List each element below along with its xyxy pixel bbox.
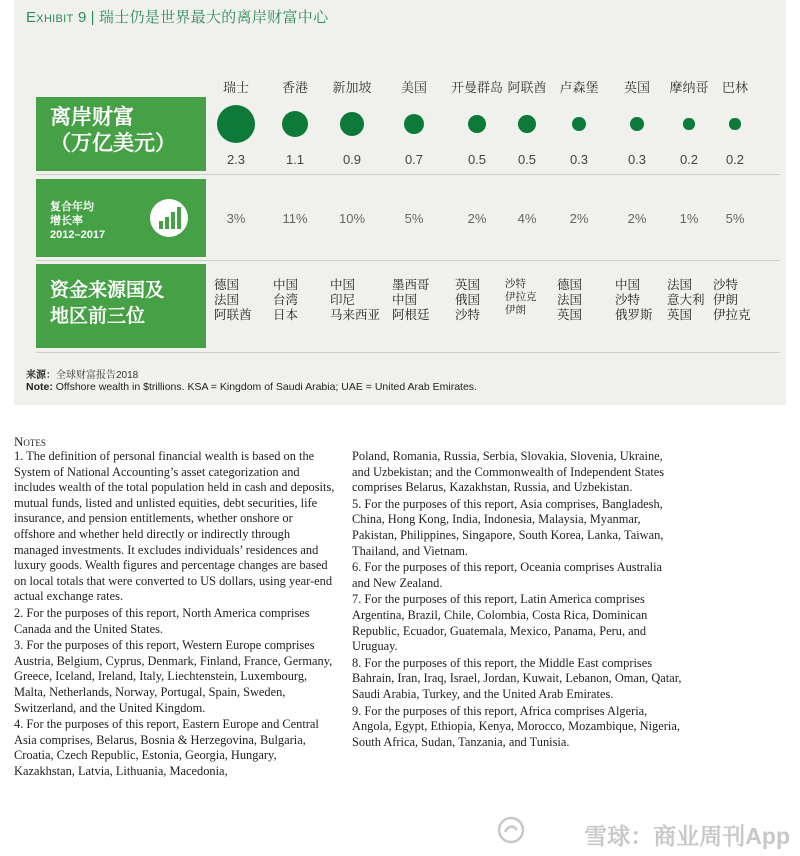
exhibit-panel	[14, 0, 786, 405]
source-country: 英国	[557, 308, 583, 322]
row-label-growth-line2: 增长率	[50, 215, 83, 227]
wealth-dot	[572, 117, 586, 131]
note-paragraph: 6. For the purposes of this report, Oceania comprises Australia and New Zealand.	[352, 560, 663, 590]
row-label-growth-line1: 复合年均	[50, 201, 94, 213]
growth-value: 11%	[282, 211, 308, 226]
source-country: 马来西亚	[330, 308, 381, 322]
source-list	[392, 278, 430, 323]
source-country: 墨西哥	[392, 278, 430, 292]
source-list	[713, 278, 751, 323]
source-country: 法国	[667, 278, 693, 292]
note-paragraph: Poland, Romania, Russia, Serbia, Slovakia, Slovenia, Ukraine, and Uzbekistan; and the Commonwealth of Independent States comprises Belarus, Kazakhstan, Russia, and Uzbekistan.	[352, 449, 665, 495]
wealth-value: 1.1	[285, 152, 305, 167]
note-paragraph: 1. The definition of personal financial wealth is based on the System of National Accounting’s asset categorization and includes wealth of the total population held in cash and deposits, mutual funds, listed and unlisted equities, debt securities, life insurance, and pension entitlements, whether onshore or offshore and whether held directly or indirectly through managed investments. It excludes individuals’ residences and luxury goods. Wealth figures and percentage changes are based on local totals that were converted to US dollars, using year-end actual exchange rates.	[14, 449, 335, 604]
wealth-value: 2.3	[226, 152, 246, 167]
source-country: 日本	[273, 308, 299, 322]
column-header: 卢森堡	[559, 80, 599, 95]
growth-value: 2%	[569, 211, 589, 226]
wealth-value: 0.9	[342, 152, 362, 167]
source-list	[273, 278, 298, 323]
source-country: 沙特	[505, 278, 526, 290]
growth-value: 2%	[627, 211, 647, 226]
source-country: 中国	[330, 278, 356, 292]
row-divider	[36, 260, 780, 261]
row-label-wealth-line1: 离岸财富	[50, 106, 134, 129]
wealth-value: 0.3	[569, 152, 589, 167]
bar-chart-icon	[150, 199, 188, 237]
source-country: 伊朗	[713, 293, 739, 307]
wealth-value: 0.3	[627, 152, 647, 167]
source-country: 英国	[455, 278, 481, 292]
wealth-value: 0.7	[404, 152, 424, 167]
source-country: 沙特	[455, 308, 481, 322]
wealth-value: 0.5	[467, 152, 487, 167]
row-label-growth	[36, 179, 206, 257]
source-list	[505, 278, 537, 317]
note-paragraph: 4. For the purposes of this report, Eastern Europe and Central Asia comprises, Belarus, Bosnia & Herzegovina, Bulgaria, Croatia, Czech Republic, Estonia, Georgia, Hungary, Kazakhstan, Latvia, Lithuania, Macedonia,	[14, 717, 319, 778]
source-country: 德国	[214, 278, 240, 292]
watermark-text: 雪球：商业周刊App	[584, 823, 790, 849]
notes-heading: Notes	[14, 434, 46, 449]
source-country: 印尼	[330, 293, 356, 307]
source-list	[330, 278, 380, 323]
growth-value: 2%	[467, 211, 487, 226]
notes-right-column	[352, 449, 682, 751]
source-country: 法国	[557, 293, 583, 307]
growth-value: 3%	[226, 211, 246, 226]
note-paragraph: 2. For the purposes of this report, North America comprises Canada and the United States.	[14, 605, 310, 636]
source-country: 伊朗	[505, 304, 526, 316]
wealth-value: 0.2	[725, 152, 745, 167]
source-label: 来源：	[26, 370, 56, 381]
column-header: 开曼群岛	[450, 80, 503, 95]
growth-value: 5%	[404, 211, 424, 226]
exhibit-label: Exhibit 9	[26, 9, 87, 26]
column-header: 阿联酋	[507, 80, 547, 95]
column-header: 英国	[623, 80, 650, 95]
note-paragraph: 9. For the purposes of this report, Africa comprises Algeria, Angola, Egypt, Ethiopia, Kenya, Morocco, Mozambique, Nigeria, South Africa, Sudan, Tanzania, and Tunisia.	[352, 703, 680, 749]
source-list	[667, 278, 705, 323]
wealth-dot	[404, 114, 425, 135]
row-divider	[36, 352, 780, 353]
source-country: 沙特	[713, 278, 739, 292]
source-country: 沙特	[615, 293, 641, 307]
source-country: 俄国	[455, 293, 481, 307]
row-label-sources-line2: 地区前三位	[50, 306, 146, 327]
source-country: 阿根廷	[392, 308, 430, 322]
source-list	[455, 278, 480, 323]
source-country: 阿联酋	[214, 308, 252, 322]
exhibit-title-text: 瑞士仍是世界最大的离岸财富中心	[98, 9, 329, 26]
source-line	[26, 366, 138, 381]
column-header: 美国	[400, 80, 427, 95]
source-country: 伊拉克	[713, 308, 751, 322]
source-list	[214, 278, 252, 323]
source-country: 台湾	[273, 293, 299, 307]
growth-value: 5%	[725, 211, 745, 226]
source-text: 全球财富报告2018	[56, 370, 139, 381]
note-label: Note:	[26, 381, 53, 393]
note-line	[26, 381, 477, 393]
row-label-wealth-line2: （万亿美元）	[50, 132, 176, 155]
note-paragraph: 3. For the purposes of this report, Western Europe comprises Austria, Belgium, Cyprus, Denmark, Finland, France, Germany, Greece, Iceland, Ireland, Italy, Liechtenstein, Luxembourg, Malta, Netherlands, Norway, Portugal, Spain, Sweden, Switzerland, and the United Kingdom.	[14, 638, 333, 715]
source-list	[615, 278, 653, 323]
wealth-value: 0.5	[517, 152, 537, 167]
growth-value: 1%	[679, 211, 699, 226]
source-country: 中国	[392, 293, 418, 307]
wealth-dot	[217, 105, 255, 143]
source-country: 中国	[273, 278, 299, 292]
column-header: 摩纳哥	[669, 80, 709, 95]
growth-value: 4%	[517, 211, 537, 226]
wealth-value: 0.2	[679, 152, 699, 167]
growth-value: 10%	[338, 211, 366, 226]
exhibit-title	[26, 6, 328, 27]
row-label-growth-line3: 2012–2017	[50, 229, 106, 241]
source-country: 英国	[667, 308, 693, 322]
note-paragraph: 5. For the purposes of this report, Asia comprises, Bangladesh, China, Hong Kong, India, Indonesia, Malaysia, Myanmar, Pakistan, Philippines, Singapore, South Korea, Lanka, Taiwan, Thailand, and Vietnam.	[352, 496, 664, 558]
wealth-dot	[518, 115, 536, 133]
column-header: 新加坡	[332, 80, 372, 95]
column-header: 巴林	[721, 80, 748, 95]
notes-left-column	[14, 449, 336, 780]
note-paragraph: 8. For the purposes of this report, the Middle East comprises Bahrain, Iran, Iraq, Israel, Jordan, Kuwait, Lebanon, Oman, Qatar, Saudi Arabia, Turkey, and the United Arab Emirates.	[352, 655, 682, 701]
wealth-dot	[468, 115, 486, 133]
source-country: 德国	[557, 278, 583, 292]
wealth-dot	[630, 117, 644, 131]
wealth-dot	[729, 118, 740, 129]
wealth-dot	[282, 111, 308, 137]
note-paragraph: 7. For the purposes of this report, Latin America comprises Argentina, Brazil, Chile, Colombia, Costa Rica, Dominican Republic, Ecuador, Guatemala, Mexico, Panama, Peru, and Uruguay.	[352, 592, 648, 654]
row-label-sources-line1: 资金来源国及	[50, 280, 165, 301]
row-divider	[36, 174, 780, 175]
column-header: 香港	[281, 80, 308, 95]
row-label-wealth	[36, 97, 206, 171]
source-country: 法国	[214, 293, 240, 307]
column-header: 瑞士	[222, 80, 249, 95]
source-list	[557, 278, 582, 323]
wealth-dot	[683, 118, 694, 129]
wealth-dot	[340, 112, 364, 136]
source-country: 意大利	[667, 293, 705, 307]
source-country: 中国	[615, 278, 641, 292]
note-text: Offshore wealth in $trillions. KSA = Kingdom of Saudi Arabia; UAE = United Arab Emirates.	[52, 381, 477, 393]
source-country: 伊拉克	[505, 291, 537, 303]
snowball-logo-icon	[497, 816, 525, 844]
source-country: 俄罗斯	[615, 308, 653, 322]
title-separator: |	[90, 9, 95, 26]
row-label-sources	[36, 264, 206, 348]
